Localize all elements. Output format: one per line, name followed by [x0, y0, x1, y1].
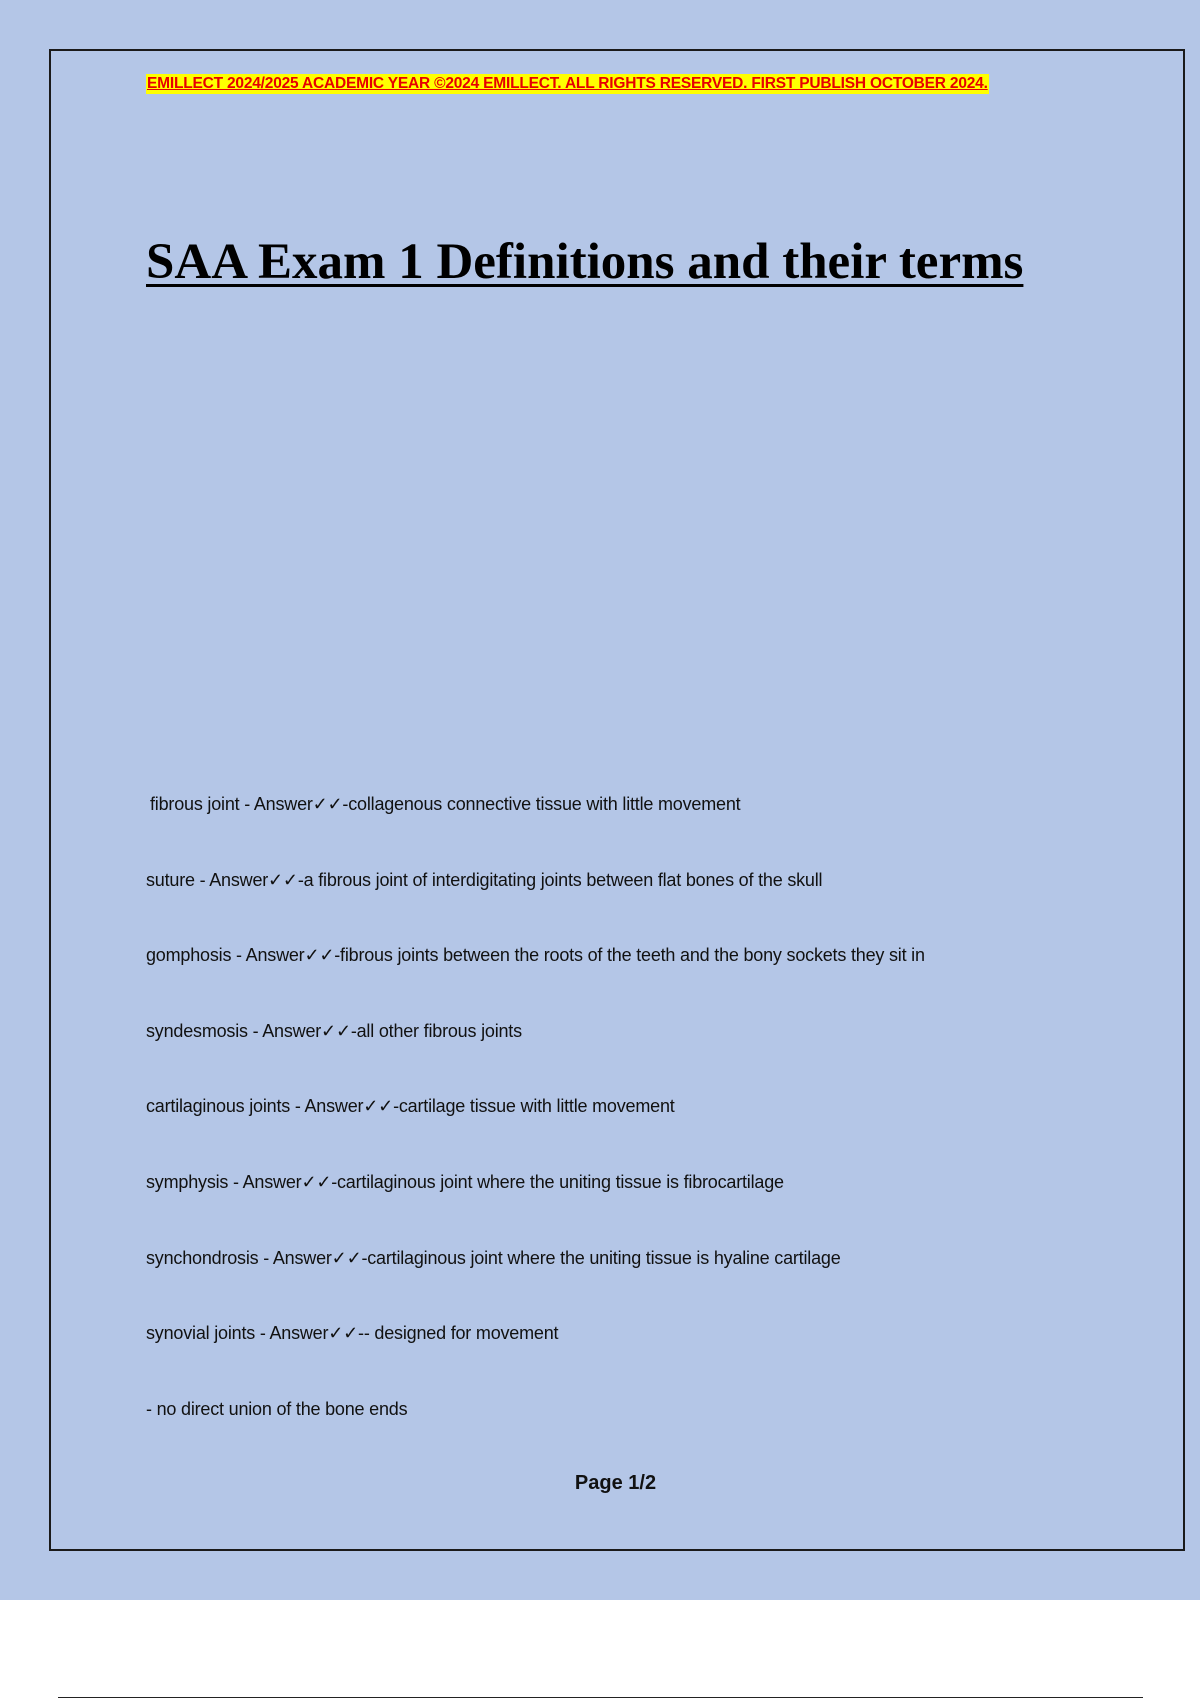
document-title: SAA Exam 1 Definitions and their terms: [146, 234, 1024, 290]
list-item: synovial joints - Answer✓✓-- designed for movement: [146, 1323, 559, 1344]
list-item: cartilaginous joints - Answer✓✓-cartilage tissue with little movement: [146, 1096, 675, 1117]
footer-divider: [58, 1697, 1143, 1698]
list-item: fibrous joint - Answer✓✓-collagenous connective tissue with little movement: [150, 794, 741, 814]
list-item: syndesmosis - Answer✓✓-all other fibrous joints: [146, 1020, 522, 1041]
page-number: Page 1/2: [574, 1472, 657, 1494]
copyright-banner: EMILLECT 2024/2025 ACADEMIC YEAR ©2024 EMILLECT. ALL RIGHTS RESERVED. FIRST PUBLISH OCTOBER 2024.: [147, 75, 988, 92]
list-item: - no direct union of the bone ends: [146, 1398, 408, 1419]
list-item: gomphosis - Answer✓✓-fibrous joints between the roots of the teeth and the bony sockets they sit in: [146, 945, 925, 966]
definitions-list: [146, 792, 1106, 1472]
list-item: suture - Answer✓✓-a fibrous joint of interdigitating joints between flat bones of the skull: [146, 869, 823, 890]
list-item: synchondrosis - Answer✓✓-cartilaginous joint where the uniting tissue is hyaline cartilage: [146, 1247, 841, 1268]
list-item: symphysis - Answer✓✓-cartilaginous joint where the uniting tissue is fibrocartilage: [146, 1171, 784, 1192]
